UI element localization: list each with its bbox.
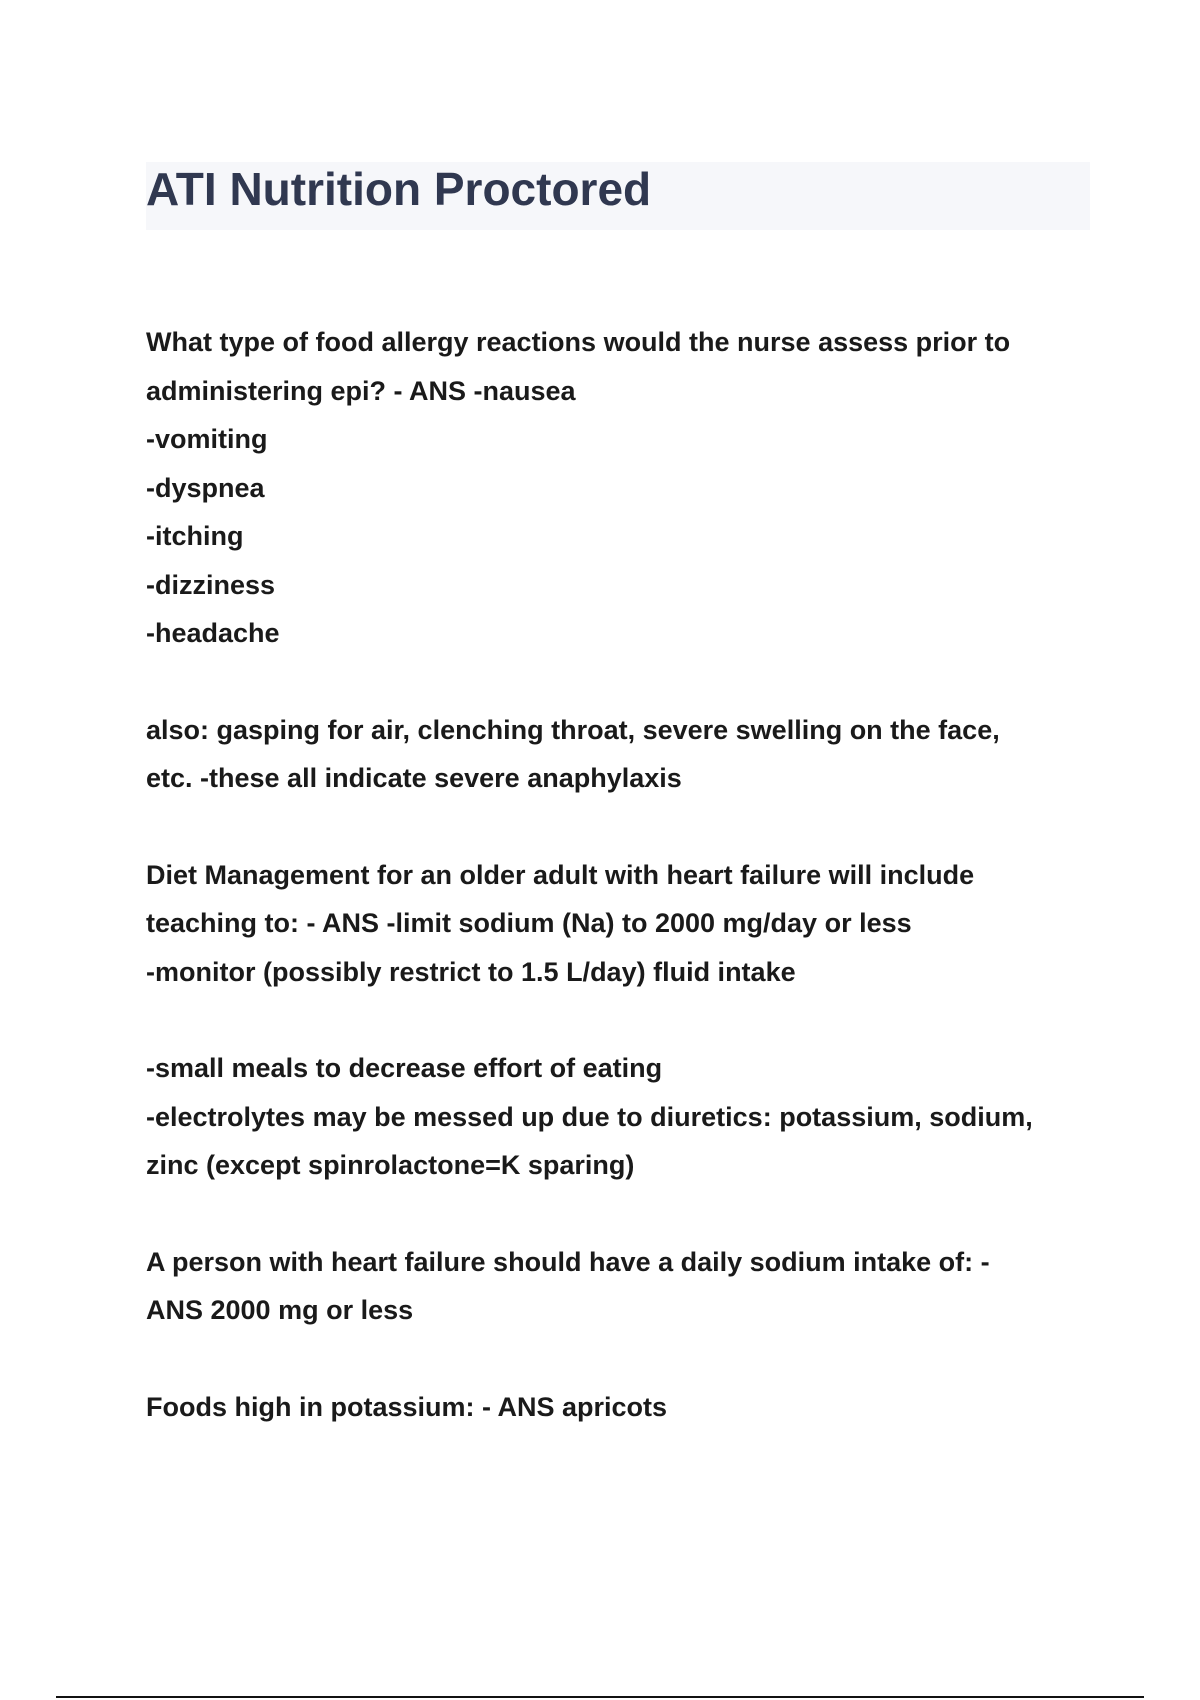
text-line: -monitor (possibly restrict to 1.5 L/day) fluid intake xyxy=(146,956,796,987)
text-line: etc. -these all indicate severe anaphylaxis xyxy=(146,763,682,793)
text-line: teaching to: - ANS -limit sodium (Na) to 2000 mg/day or less xyxy=(146,908,912,938)
text-line: administering epi? - ANS -nausea xyxy=(146,375,576,406)
text-line: -small meals to decrease effort of eating xyxy=(146,1053,663,1083)
note-block-anaphylaxis xyxy=(146,706,1086,803)
text-line: -dyspnea xyxy=(146,472,265,503)
document-body xyxy=(146,318,1086,1479)
qa-block-heart-failure-diet xyxy=(146,851,1086,997)
qa-block-sodium-intake xyxy=(146,1238,1086,1335)
text-line: also: gasping for air, clenching throat, severe swelling on the face, xyxy=(146,714,1000,745)
text-line: What type of food allergy reactions would the nurse assess prior to xyxy=(146,327,1011,357)
page-title: ATI Nutrition Proctored xyxy=(146,163,652,215)
qa-block-potassium-foods xyxy=(146,1383,1086,1432)
text-line: zinc (except spinrolactone=K sparing) xyxy=(146,1150,635,1180)
text-line: -dizziness xyxy=(146,569,276,600)
text-line: Foods high in potassium: - ANS apricots xyxy=(146,1391,668,1422)
text-line: -headache xyxy=(146,618,280,648)
text-line: -itching xyxy=(146,521,244,551)
qa-block-allergy-reactions xyxy=(146,318,1086,658)
text-line: Diet Management for an older adult with heart failure will include xyxy=(146,859,975,890)
text-line: -electrolytes may be messed up due to diuretics: potassium, sodium, xyxy=(146,1101,1033,1132)
text-line: ANS 2000 mg or less xyxy=(146,1295,414,1325)
text-line: -vomiting xyxy=(146,424,268,454)
footer-divider xyxy=(56,1696,1144,1698)
note-block-meals-electrolytes xyxy=(146,1044,1086,1190)
text-line: A person with heart failure should have a daily sodium intake of: - xyxy=(146,1246,990,1277)
